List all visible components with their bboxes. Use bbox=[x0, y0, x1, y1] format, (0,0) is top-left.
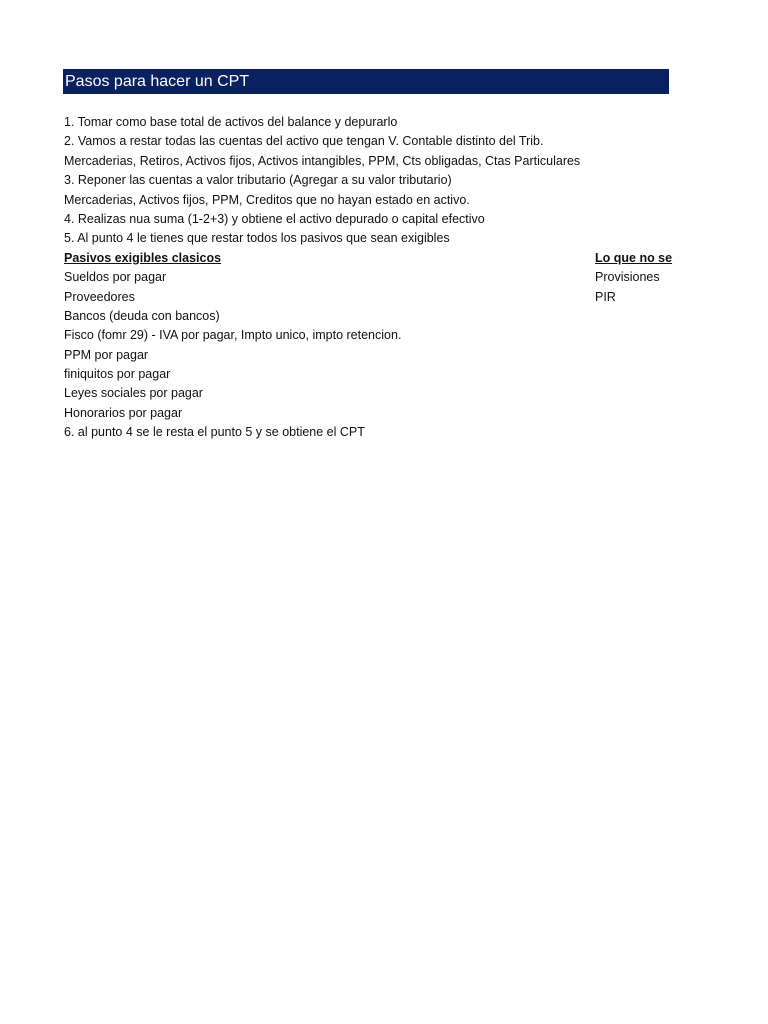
step-line: 2. Vamos a restar todas las cuentas del activo que tengan V. Contable distinto del Trib. bbox=[64, 134, 544, 149]
liability-item: finiquitos por pagar bbox=[64, 367, 171, 382]
final-step-line: 6. al punto 4 se le resta el punto 5 y se obtiene el CPT bbox=[64, 425, 365, 440]
step-line: 1. Tomar como base total de activos del balance y depurarlo bbox=[64, 115, 398, 129]
liability-item: Leyes sociales por pagar bbox=[64, 386, 203, 401]
liability-item: PPM por pagar bbox=[64, 347, 149, 362]
side-item: PIR bbox=[595, 289, 616, 304]
side-item: Provisiones bbox=[595, 270, 660, 285]
liabilities-heading: Pasivos exigibles clasicos bbox=[64, 250, 222, 265]
liability-item: Fisco (fomr 29) - IVA por pagar, Impto unico, impto retencion. bbox=[64, 328, 402, 343]
side-heading: Lo que no se bbox=[595, 251, 673, 265]
title-bar bbox=[63, 69, 669, 94]
step-line: Mercaderias, Activos fijos, PPM, Creditos que no hayan estado en activo. bbox=[64, 192, 470, 207]
step-line: 3. Reponer las cuentas a valor tributario (Agregar a su valor tributario) bbox=[64, 173, 452, 188]
liability-item: Sueldos por pagar bbox=[64, 270, 167, 285]
page-title: Pasos para hacer un CPT bbox=[65, 73, 250, 90]
liability-item: Proveedores bbox=[64, 289, 135, 304]
liability-item: Bancos (deuda con bancos) bbox=[64, 308, 220, 323]
step-line: Mercaderias, Retiros, Activos fijos, Activos intangibles, PPM, Cts obligadas, Ctas Particulares bbox=[64, 153, 581, 168]
liability-item: Honorarios por pagar bbox=[64, 405, 183, 420]
step-line: 5. Al punto 4 le tienes que restar todos los pasivos que sean exigibles bbox=[64, 231, 450, 246]
step-line: 4. Realizas nua suma (1-2+3) y obtiene el activo depurado o capital efectivo bbox=[64, 211, 485, 226]
side-column bbox=[595, 249, 768, 307]
